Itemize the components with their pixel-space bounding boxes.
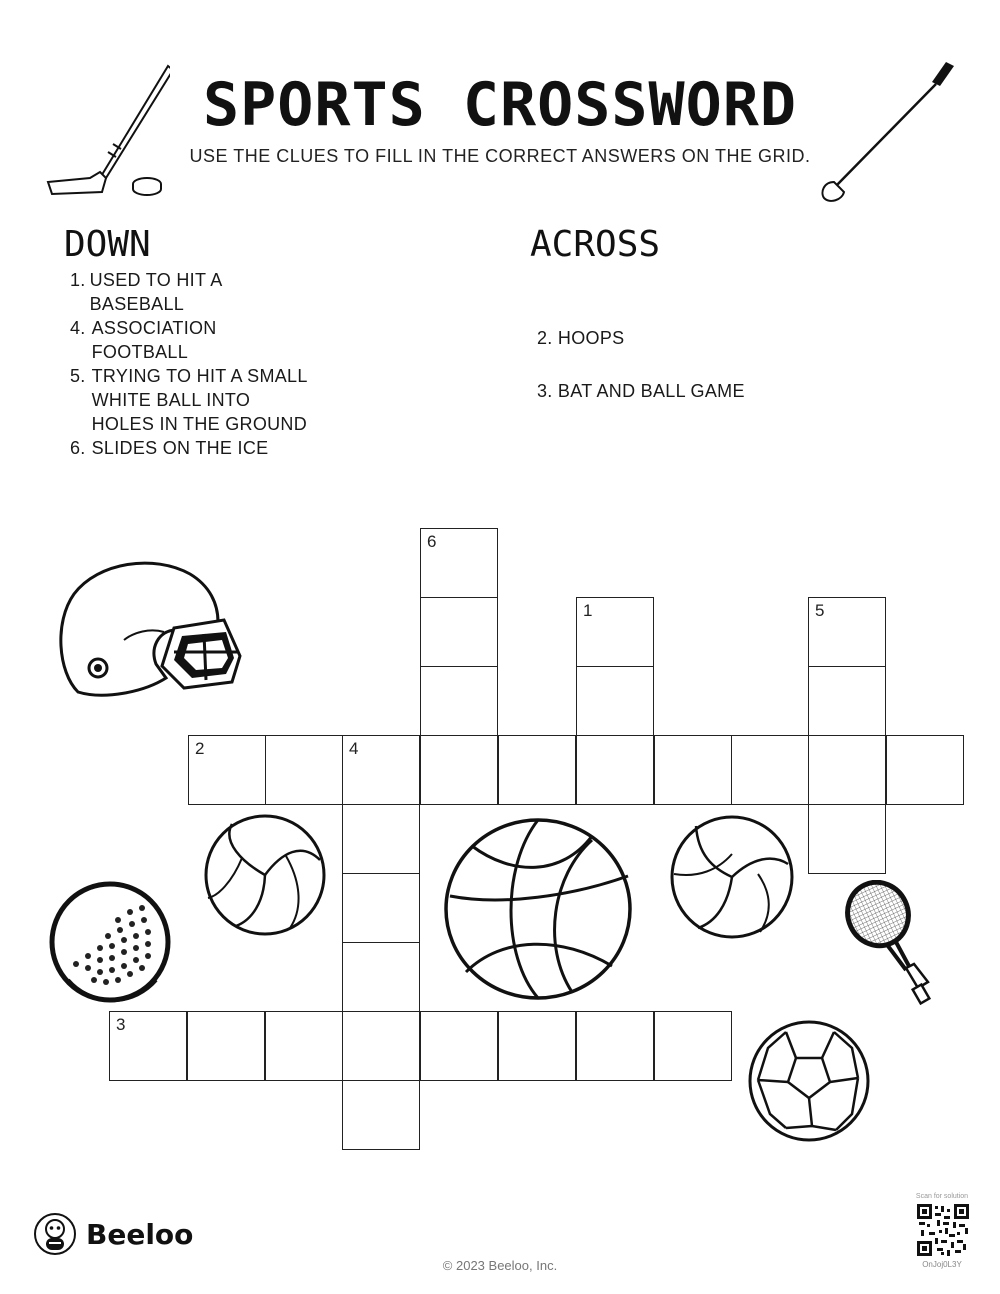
clue-text: SLIDES ON THE ICE [91, 438, 269, 458]
across-clue: 2. HOOPS [537, 328, 625, 348]
grid-cell[interactable] [654, 1011, 732, 1081]
tennis-racket-icon [840, 880, 940, 1010]
qr-code-icon[interactable] [917, 1204, 969, 1256]
grid-cell[interactable] [342, 1011, 420, 1081]
clue-text: USED TO HIT A BASEBALL [89, 270, 222, 314]
puck-icon [130, 176, 164, 198]
clue-number-3: 3 [116, 1015, 126, 1034]
copyright-text: © 2023 Beeloo, Inc. [442, 1258, 558, 1273]
across-heading: ACROSS [530, 224, 661, 265]
down-clue [70, 436, 310, 460]
grid-cell[interactable] [420, 735, 498, 805]
down-clue [70, 316, 310, 364]
grid-cell[interactable] [576, 735, 654, 805]
grid-cell[interactable] [576, 666, 654, 736]
down-clue-list [70, 268, 310, 460]
grid-cell[interactable] [498, 735, 576, 805]
clue-number: 1. [70, 270, 86, 290]
football-helmet-icon [54, 552, 244, 702]
down-clue [70, 268, 310, 316]
clue-number-5: 5 [815, 601, 825, 620]
grid-cell[interactable] [342, 804, 420, 874]
golf-club-icon [818, 58, 958, 208]
clue-number: 4. [70, 318, 86, 338]
clue-number-4: 4 [349, 739, 359, 758]
volleyball-icon [202, 812, 328, 938]
clue-number: 6. [70, 438, 86, 458]
grid-cell[interactable] [342, 735, 420, 805]
clue-number: 5. [70, 366, 86, 386]
clue-number-2: 2 [195, 739, 205, 758]
grid-cell[interactable] [576, 1011, 654, 1081]
down-heading: DOWN [64, 224, 151, 265]
brand-name: Beeloo [86, 1217, 194, 1251]
clue-number-6: 6 [427, 532, 437, 551]
grid-cell[interactable] [420, 666, 498, 736]
across-clue-list [537, 326, 957, 432]
volleyball-icon [668, 814, 796, 940]
qr-caption: Scan for solution [915, 1193, 969, 1200]
grid-cell[interactable] [886, 735, 964, 805]
grid-cell[interactable] [342, 1080, 420, 1150]
grid-cell[interactable] [654, 735, 732, 805]
clue-text: TRYING TO HIT A SMALL WHITE BALL INTO HOLES IN THE GROUND [91, 366, 308, 434]
soccer-ball-icon [746, 1018, 872, 1144]
grid-cell[interactable] [265, 735, 343, 805]
grid-cell[interactable] [576, 597, 654, 667]
clue-text: ASSOCIATION FOOTBALL [91, 318, 217, 362]
grid-cell[interactable] [188, 735, 266, 805]
golf-ball-icon [48, 880, 174, 1004]
grid-cell[interactable] [808, 804, 886, 874]
basketball-icon [442, 816, 634, 1002]
grid-cell[interactable] [731, 735, 809, 805]
grid-cell[interactable] [342, 942, 420, 1012]
qr-code-label: OnJoj0L3Y [922, 1260, 962, 1269]
down-clue [70, 364, 310, 436]
page-subtitle: USE THE CLUES TO FILL IN THE CORRECT ANSWERS ON THE GRID. [189, 146, 811, 166]
grid-cell[interactable] [420, 528, 498, 598]
grid-cell[interactable] [420, 1011, 498, 1081]
grid-cell[interactable] [420, 597, 498, 667]
grid-cell[interactable] [808, 597, 886, 667]
grid-cell[interactable] [808, 666, 886, 736]
brand-logo[interactable] [32, 1212, 193, 1256]
grid-cell[interactable] [808, 735, 886, 805]
clue-number-1: 1 [583, 601, 593, 620]
grid-cell[interactable] [265, 1011, 343, 1081]
across-clue: 3. BAT AND BALL GAME [537, 381, 745, 401]
bee-icon [32, 1212, 78, 1256]
page-title: SPORTS CROSSWORD [203, 70, 797, 140]
grid-cell[interactable] [187, 1011, 265, 1081]
grid-cell[interactable] [109, 1011, 187, 1081]
grid-cell[interactable] [342, 873, 420, 943]
grid-cell[interactable] [498, 1011, 576, 1081]
